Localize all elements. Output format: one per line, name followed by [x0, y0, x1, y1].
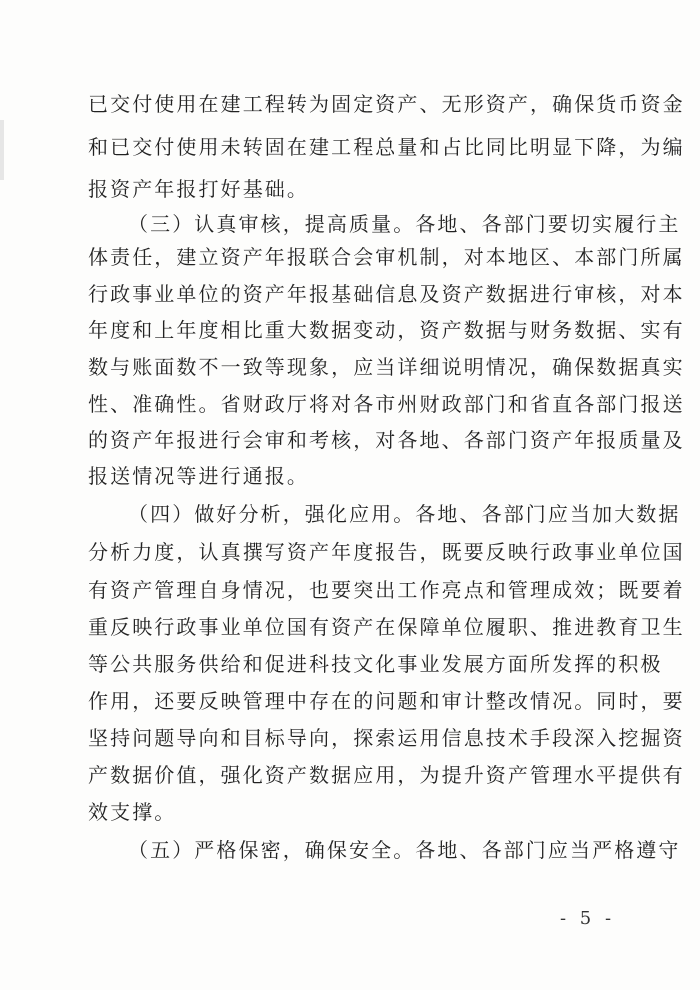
body-line-18: 坚持问题导向和目标导向，探索运用信息技术手段深入挖掘资: [88, 726, 685, 750]
section-5-heading-line: （五）严格保密，确保安全。各地、各部门应当严格遵守: [128, 838, 681, 862]
body-line-5: 体责任，建立资产年报联合会审机制，对本地区、本部门所属: [88, 245, 685, 269]
body-line-8: 数与账面数不一致等现象，应当详细说明情况，确保数据真实: [88, 355, 685, 379]
body-line-9: 性、准确性。省财政厅将对各市州财政部门和省直各部门报送: [88, 392, 685, 416]
section-3-heading-line: （三）认真审核，提高质量。各地、各部门要切实履行主: [128, 212, 681, 236]
body-line-20: 效支撑。: [88, 800, 177, 824]
body-line-15: 重反映行政事业单位国有资产在保障单位履职、推进教育卫生: [88, 615, 685, 639]
body-line-14: 有资产管理自身情况，也要突出工作亮点和管理成效；既要着: [88, 578, 685, 602]
scan-edge-mark: [0, 120, 4, 180]
body-line-13: 分析力度，认真撰写资产年度报告，既要反映行政事业单位国: [88, 540, 685, 564]
page-number: - 5 -: [560, 908, 616, 929]
body-line-7: 年度和上年度相比重大数据变动，资产数据与财务数据、实有: [88, 318, 685, 342]
section-4-heading-line: （四）做好分析，强化应用。各地、各部门应当加大数据: [128, 502, 681, 526]
body-line-6: 行政事业单位的资产年报基础信息及资产数据进行审核，对本: [88, 282, 685, 306]
body-line-19: 产数据价值，强化资产数据应用，为提升资产管理水平提供有: [88, 763, 685, 787]
body-line-17: 作用，还要反映管理中存在的问题和审计整改情况。同时，要: [88, 689, 685, 713]
body-line-2: 和已交付使用未转固在建工程总量和占比同比明显下降，为编: [88, 135, 685, 159]
body-line-16: 等公共服务供给和促进科技文化事业发展方面所发挥的积极: [88, 652, 663, 676]
body-line-10: 的资产年报进行会审和考核，对各地、各部门资产年报质量及: [88, 428, 685, 452]
body-line-3: 报资产年报打好基础。: [88, 177, 309, 201]
body-line-11: 报送情况等进行通报。: [88, 464, 309, 488]
body-line-1: 已交付使用在建工程转为固定资产、无形资产，确保货币资金: [88, 92, 685, 116]
